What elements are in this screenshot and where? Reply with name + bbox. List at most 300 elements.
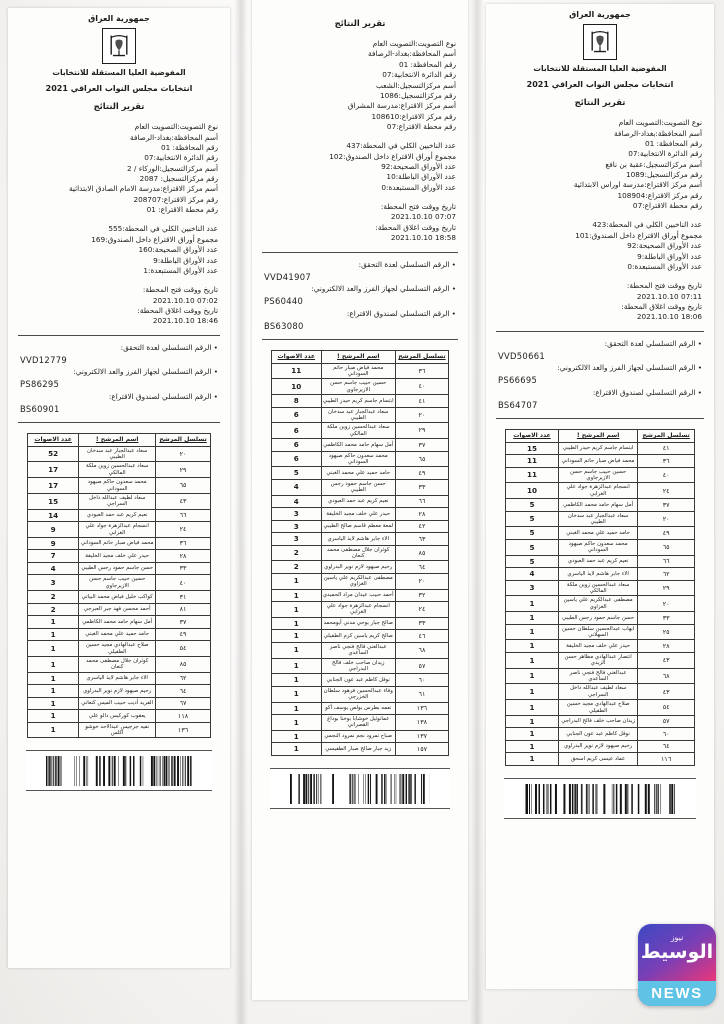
candidate-name: نعيم كريم عبد حمد العبودي xyxy=(321,495,395,508)
table-row xyxy=(272,715,449,731)
candidate-sequence: ٢٠ xyxy=(638,596,695,612)
registration-center-name-field: أسم مركزالتسجيل:عقبة بن نافع xyxy=(605,159,702,169)
divider xyxy=(496,418,704,419)
candidate-name: أمل سهام حامد محمد الكاظمي xyxy=(558,499,637,512)
candidate-votes: 1 xyxy=(272,674,322,687)
candidate-name: الاء جابر هاشم لايذ الياسري xyxy=(79,672,156,685)
polling-center-name-field: أسم مركز الاقتراع:مدرسة المشراق xyxy=(347,101,456,111)
registration-center-number-field: رقم مركزالتسجيل:1086 xyxy=(379,90,456,100)
table-row xyxy=(28,562,211,575)
scan-seam xyxy=(470,0,484,1024)
registration-center-name-field: أسم مركزالتسجيل:الوركاء / 2 xyxy=(126,163,218,173)
table-row xyxy=(506,652,695,668)
candidate-sequence: ٦٤ xyxy=(395,561,448,574)
candidate-name: نعمه بطرس بولص يوسف أكو xyxy=(321,702,395,715)
candidate-name: مصطفى عبدالكريم علي ياسين الغزاوي xyxy=(321,573,395,589)
candidate-votes: 1 xyxy=(272,743,322,756)
candidate-votes: 1 xyxy=(272,617,322,630)
ballots-in-box-field: مجموع أوراق الاقتراع داخل الصندوق:102 xyxy=(329,151,456,161)
candidate-votes: 17 xyxy=(28,478,79,494)
serial-numbers xyxy=(20,343,218,416)
election-name: انتخابات مجلس النواب العراقي 2021 xyxy=(45,83,193,93)
candidate-name: صلاح عبدالهادي مجيد حسين الطفيلي xyxy=(558,700,637,716)
invalid-ballots-field: عدد الأوراق الباطلة:10 xyxy=(386,172,456,182)
candidate-name: محمد فياض صبار حاتم السوداني xyxy=(79,537,156,550)
divider xyxy=(262,339,458,340)
table-row xyxy=(272,602,449,618)
candidate-votes: 1 xyxy=(28,722,79,738)
candidate-sequence: ٣٧ xyxy=(638,499,695,512)
table-row xyxy=(272,495,449,508)
table-row xyxy=(272,395,449,408)
table-row xyxy=(28,462,211,478)
candidate-name: ابتسام جاسم كريم حيدر الطيبي xyxy=(558,442,637,455)
slip-header xyxy=(496,10,704,108)
close-time-value: 2021.10.10 18:58 xyxy=(390,233,456,243)
candidate-name: الفريد أديب حبيب الميس كنعاني xyxy=(79,697,156,710)
column-header-votes: عدد الاصوات xyxy=(506,430,559,442)
table-row xyxy=(506,640,695,653)
candidate-votes: 1 xyxy=(272,730,322,743)
table-row xyxy=(28,603,211,616)
counting-device-serial-label: • الرقم التسلسلي لجهاز الفرز والعد الالكتروني: xyxy=(311,284,456,294)
candidate-votes: 1 xyxy=(506,740,559,753)
ballot-statistics xyxy=(498,220,702,272)
counting-device-serial-value: PS66695 xyxy=(498,375,538,386)
table-row xyxy=(272,520,449,533)
table-row xyxy=(28,628,211,641)
table-row xyxy=(28,641,211,657)
candidate-name: يعقوب كوركيس دالو علي xyxy=(79,710,156,723)
column-header-votes: عدد الاصوات xyxy=(272,351,322,363)
excluded-ballots-field: عدد الأوراق المستبعدة:0 xyxy=(627,261,702,271)
candidate-sequence: ٣٣ xyxy=(156,562,211,575)
candidate-sequence: ١٣٦ xyxy=(156,722,211,738)
candidate-name: حامد حميد علي محمد الغبني xyxy=(321,467,395,480)
candidate-name: سعاد عبدالحسين زوين ملكة المالكي xyxy=(321,423,395,439)
table-row xyxy=(272,630,449,643)
polling-center-number-field: رقم مركز الاقتراع:108610 xyxy=(371,111,456,121)
candidate-votes: 9 xyxy=(28,537,79,550)
excluded-ballots-field: عدد الأوراق المستبعدة:1 xyxy=(143,265,218,275)
candidate-sequence: ٢٤ xyxy=(156,522,211,538)
column-header-votes: عدد الاصوات xyxy=(28,434,79,446)
candidate-sequence: ٦٥ xyxy=(395,451,448,467)
commission-name: المفوضية العليا المستقلة للانتخابات xyxy=(533,63,667,73)
valid-ballots-field: عدد الأوراق الصحيحة:92 xyxy=(627,241,702,251)
candidate-votes: 11 xyxy=(272,363,322,379)
verify-kit-serial-label: • الرقم التسلسلي لعدة التحقق: xyxy=(358,259,456,269)
open-time-label: تاريخ ووقت فتح المحطة: xyxy=(142,285,218,295)
table-row xyxy=(272,589,449,602)
candidate-name: سعاد عبدالجبار عبد سدخان الطيبي xyxy=(321,407,395,423)
governorate-name-field: أسم المحافظة:بغداد-الرصافة xyxy=(130,132,218,142)
candidate-name: حسين حبيب جاسم حسن الازيرجاوي xyxy=(79,575,156,591)
candidate-sequence: ٦٠ xyxy=(638,728,695,741)
candidate-sequence: ٢٨ xyxy=(395,508,448,521)
table-row xyxy=(506,539,695,555)
candidate-votes: 6 xyxy=(272,451,322,467)
candidate-votes: 1 xyxy=(272,715,322,731)
candidate-name: حسن جاسم حمود رجس الطيبي xyxy=(79,562,156,575)
candidate-votes: 1 xyxy=(272,602,322,618)
verify-kit-serial-label: • الرقم التسلسلي لعدة التحقق: xyxy=(120,342,218,352)
candidate-sequence: ٦٣ xyxy=(395,533,448,546)
column-header-name: اسم المرشح ! xyxy=(321,351,395,363)
table-header-row xyxy=(506,430,695,442)
candidate-votes: 1 xyxy=(506,640,559,653)
candidate-votes: 1 xyxy=(506,624,559,640)
candidate-sequence: ٣١ xyxy=(156,591,211,604)
table-row xyxy=(272,686,449,702)
watermark-logo xyxy=(638,924,716,1006)
table-row xyxy=(506,568,695,581)
candidate-name: محمد سعدون حاكم صيهود السوداني xyxy=(558,539,637,555)
candidate-name: صالح كريم ياسين كرم الطفيلي xyxy=(321,630,395,643)
candidate-sequence: ٢٨ xyxy=(156,550,211,563)
election-name: انتخابات مجلس النواب العراقي 2021 xyxy=(526,79,674,89)
candidate-sequence: ٤٠ xyxy=(638,467,695,483)
valid-ballots-field: عدد الأوراق الصحيحة:160 xyxy=(138,245,218,255)
candidate-name: حسن جاسم حمود رجس الطيبي xyxy=(558,612,637,625)
table-row xyxy=(506,715,695,728)
candidate-name: ابتسام جاسم كريم حيدر الطيبي xyxy=(321,395,395,408)
candidate-votes: 1 xyxy=(506,612,559,625)
candidate-name: رحيم صيهود لازم نوير البدراوي xyxy=(558,740,637,753)
table-row xyxy=(272,702,449,715)
candidate-sequence: ٢٥ xyxy=(638,624,695,640)
table-row xyxy=(506,580,695,596)
candidate-votes: 5 xyxy=(506,527,559,540)
candidate-name: محمد فياض صبار حاتم السوداني xyxy=(558,455,637,468)
table-row xyxy=(272,658,449,674)
barcode-graphic xyxy=(290,774,430,804)
total-voters-field: عدد الناخبين الكلي في المحطة:423 xyxy=(592,220,702,230)
candidate-sequence: ٣٣ xyxy=(395,479,448,495)
candidate-votes: 5 xyxy=(506,499,559,512)
counting-device-serial-value: PS60440 xyxy=(264,296,304,307)
candidate-votes: 14 xyxy=(28,509,79,522)
result-slip-left xyxy=(8,8,230,968)
candidate-name: سعاد عبدالجبار عبد سدخان الطيبي xyxy=(79,446,156,462)
candidate-sequence: ٨١ xyxy=(156,603,211,616)
table-row xyxy=(272,508,449,521)
open-time-value: 2021.10.10 07:11 xyxy=(636,291,702,301)
candidate-votes: 1 xyxy=(28,672,79,685)
candidate-votes: 1 xyxy=(28,710,79,723)
candidate-name: الاء جابر هاشم لايذ الياسري xyxy=(558,568,637,581)
column-header-name: اسم المرشح ! xyxy=(79,434,156,446)
table-row xyxy=(28,446,211,462)
table-row xyxy=(28,537,211,550)
table-row xyxy=(272,467,449,480)
candidate-sequence: ٢٠ xyxy=(156,446,211,462)
candidate-name: أحمد محسن فهد جبر العبرجي xyxy=(79,603,156,616)
electoral-district-field: رقم الدائرة الانتخابية:07 xyxy=(628,149,702,159)
candidate-name: نوفل كاظم عبد عون الجنابي xyxy=(558,728,637,741)
ballots-in-box-field: مجموع أوراق الاقتراع داخل الصندوق:169 xyxy=(91,234,218,244)
candidate-votes: 10 xyxy=(506,483,559,499)
candidate-name: حامد حميد علي محمد الغبني xyxy=(558,527,637,540)
candidate-name: زيد جبار صالح صبار الطفيسي xyxy=(321,743,395,756)
candidate-votes: 1 xyxy=(506,728,559,741)
candidate-sequence: ٦٥ xyxy=(638,539,695,555)
table-row xyxy=(506,624,695,640)
open-time-value: 2021.10.10 07:07 xyxy=(390,212,456,222)
candidate-votes: 8 xyxy=(272,395,322,408)
candidate-sequence: ٢٠ xyxy=(638,511,695,527)
divider xyxy=(18,335,220,336)
counting-device-serial-value: PS86295 xyxy=(20,379,60,390)
candidate-sequence: ٣٧ xyxy=(156,616,211,629)
candidate-name: نوفل كاظم عبد عون الجنابي xyxy=(321,674,395,687)
counting-device-serial-label: • الرقم التسلسلي لجهاز الفرز والعد الالكتروني: xyxy=(73,367,218,377)
candidate-name: كوثران جلال مصطفى محمد كنعان xyxy=(321,545,395,561)
candidate-votes: 2 xyxy=(28,591,79,604)
candidate-votes: 1 xyxy=(272,642,322,658)
report-title: تقرير النتائج xyxy=(334,18,386,28)
candidate-name: حسن جاسم حمود رجس الطيبي xyxy=(321,479,395,495)
barcode-graphic xyxy=(525,784,675,814)
barcode xyxy=(504,778,696,819)
candidate-votes: 1 xyxy=(506,753,559,766)
vote-type-field: نوع التصويت:التصويت العام xyxy=(618,118,702,128)
table-row xyxy=(272,479,449,495)
candidate-sequence: ٣٦ xyxy=(156,537,211,550)
candidate-name: حسين حبيب جاسم حسن الازيرجاوي xyxy=(321,379,395,395)
candidate-sequence: ٤٣ xyxy=(638,684,695,700)
candidate-name: انسجام عبدالزهرة جواد علي الغرابي xyxy=(321,602,395,618)
candidate-sequence: ٨٥ xyxy=(395,545,448,561)
candidate-votes: 5 xyxy=(506,539,559,555)
registration-center-number-field: رقم مركزالتسجيل: 2087 xyxy=(139,174,218,183)
candidate-sequence: ٣٣ xyxy=(638,612,695,625)
slip-header xyxy=(262,6,458,29)
column-header-sequence: تسلسل المرشح xyxy=(638,430,695,442)
results-table-body xyxy=(272,363,449,755)
candidate-sequence: ٤٢ xyxy=(395,520,448,533)
candidate-name: حيدر علي خلف مجيد الخليفة xyxy=(558,640,637,653)
barcode-graphic xyxy=(46,756,191,786)
polling-center-name-field: أسم مركز الاقتراع:مدرسة اوراس الابتدائية xyxy=(573,180,702,190)
candidate-votes: 5 xyxy=(272,467,322,480)
vote-type-field: نوع التصويت:التصويت العام xyxy=(372,39,456,49)
country-name: جمهورية العراق xyxy=(569,10,631,19)
iraq-emblem-icon xyxy=(583,24,617,60)
candidate-sequence: ٢٨ xyxy=(638,640,695,653)
table-row xyxy=(272,561,449,574)
candidate-sequence: ٤٩ xyxy=(395,467,448,480)
table-row xyxy=(272,363,449,379)
registration-center-name-field: أسم مركزالتسجيل:الشعب xyxy=(375,80,456,90)
candidate-votes: 1 xyxy=(28,641,79,657)
candidate-sequence: ٢٤ xyxy=(638,483,695,499)
candidate-name: كوثران جلال مصطفى محمد كنعان xyxy=(79,656,156,672)
candidate-votes: 1 xyxy=(28,628,79,641)
candidate-votes: 4 xyxy=(272,495,322,508)
counting-device-serial-label: • الرقم التسلسلي لجهاز الفرز والعد الالكتروني: xyxy=(557,363,702,373)
ballot-box-serial-label: • الرقم التسلسلي لصندوق الاقتراع: xyxy=(592,387,702,397)
electoral-district-field: رقم الدائرة الانتخابية:07 xyxy=(144,153,218,163)
candidate-name: انسجام عبدالزهرة جواد علي الغرابي xyxy=(558,483,637,499)
candidate-name: عبدالغني فالح فنجي ناصر الساعدي xyxy=(321,642,395,658)
candidate-votes: 1 xyxy=(506,652,559,668)
candidate-name: أمل سهام حامد محمد الكاظمي xyxy=(79,616,156,629)
table-row xyxy=(506,700,695,716)
total-voters-field: عدد الناخبين الكلي في المحطة:555 xyxy=(108,224,218,234)
candidate-name: ايهاب عبدالحسين سلطان حسين السهلاني xyxy=(558,624,637,640)
table-row xyxy=(28,616,211,629)
table-row xyxy=(506,483,695,499)
scan-seam xyxy=(234,0,248,1024)
station-metadata xyxy=(20,122,218,215)
table-row xyxy=(506,467,695,483)
iraq-emblem-icon xyxy=(102,28,136,64)
candidate-sequence: ٦٦ xyxy=(395,495,448,508)
result-slip-center xyxy=(252,0,468,1000)
candidate-sequence: ٦٦ xyxy=(156,509,211,522)
open-time-label: تاريخ ووقت فتح المحطة: xyxy=(626,281,702,291)
candidate-votes: 6 xyxy=(272,407,322,423)
candidate-votes: 1 xyxy=(28,685,79,698)
candidate-name: أمل سهام حامد محمد الكاظمي xyxy=(321,439,395,452)
candidate-sequence: ٤٦ xyxy=(395,630,448,643)
candidate-name: محمد سعدون حاكم صيهود السوداني xyxy=(79,478,156,494)
table-row xyxy=(28,522,211,538)
candidate-votes: 2 xyxy=(28,603,79,616)
candidate-sequence: ٥٧ xyxy=(638,715,695,728)
candidate-sequence: ٦٤ xyxy=(638,740,695,753)
candidate-votes: 1 xyxy=(272,702,322,715)
ballots-in-box-field: مجموع أوراق الاقتراع داخل الصندوق:101 xyxy=(575,230,702,240)
candidate-votes: 3 xyxy=(272,533,322,546)
candidate-sequence: ٢٩ xyxy=(395,423,448,439)
candidate-votes: 1 xyxy=(28,656,79,672)
table-row xyxy=(506,684,695,700)
candidate-sequence: ٤١ xyxy=(638,442,695,455)
polling-center-name-field: أسم مركز الاقتراع:مدرسة الامام الصادق الابتدائية xyxy=(68,184,218,194)
results-table-body xyxy=(28,446,211,738)
report-title: تقرير النتائج xyxy=(93,101,145,112)
column-header-name: اسم المرشح ! xyxy=(558,430,637,442)
candidate-sequence: ٤٠ xyxy=(156,575,211,591)
candidate-name: صباح نمرود نجم نمرود النجمي xyxy=(321,730,395,743)
candidate-votes: 1 xyxy=(28,697,79,710)
candidate-name: عبدالغني فالح فنجي ناصر الساعدي xyxy=(558,668,637,684)
invalid-ballots-field: عدد الأوراق الباطلة:9 xyxy=(637,251,702,261)
table-row xyxy=(272,407,449,423)
candidate-sequence: ٤٩ xyxy=(638,527,695,540)
candidate-name: سعاد عبدالحسين زوين ملكة المالكي xyxy=(79,462,156,478)
table-row xyxy=(272,379,449,395)
candidate-name: سعاد عبدالحسين زوين ملكة المالكي xyxy=(558,580,637,596)
table-row xyxy=(272,533,449,546)
table-header-row xyxy=(28,434,211,446)
governorate-number-field: رقم المحافظة: 01 xyxy=(398,59,456,69)
table-row xyxy=(272,451,449,467)
candidate-name: محمد سعدون حاكم صيهود السوداني xyxy=(321,451,395,467)
candidate-sequence: ٣٦ xyxy=(395,363,448,379)
close-time-label: تاريخ ووقت اغلاق المحطة: xyxy=(375,222,456,232)
table-row xyxy=(506,740,695,753)
table-row xyxy=(28,697,211,710)
table-row xyxy=(506,527,695,540)
barcode xyxy=(26,750,212,791)
candidate-name: حيدر علي خلف مجيد الخليفة xyxy=(79,550,156,563)
candidate-sequence: ٤٩ xyxy=(156,628,211,641)
vote-type-field: نوع التصويت:التصويت العام xyxy=(134,122,218,132)
electoral-district-field: رقم الدائرة الانتخابية:07 xyxy=(382,70,456,80)
candidate-name: مصطفى عبدالكريم علي ياسين الغزاوي xyxy=(558,596,637,612)
candidate-name: حامد حميد علي محمد الغبني xyxy=(79,628,156,641)
candidate-votes: 3 xyxy=(272,508,322,521)
candidate-votes: 6 xyxy=(272,423,322,439)
candidate-name: زيدان صاحب خلف فالح البدراجي xyxy=(558,715,637,728)
candidate-sequence: ٢٠ xyxy=(395,573,448,589)
candidate-name: انسجام عبدالزهرة جواد علي الغرابي xyxy=(79,522,156,538)
watermark-band xyxy=(638,981,716,1006)
table-row xyxy=(28,685,211,698)
candidate-name: نفيه جرجيس عبدالاحد خوشو اكلس xyxy=(79,722,156,738)
report-title: تقرير النتائج xyxy=(574,97,626,108)
candidate-sequence: ١٣٧ xyxy=(395,730,448,743)
verify-kit-serial-label: • الرقم التسلسلي لعدة التحقق: xyxy=(604,338,702,348)
table-row xyxy=(506,596,695,612)
candidate-sequence: ١٥٧ xyxy=(395,743,448,756)
polling-station-number-field: رقم محطة الاقتراع: 01 xyxy=(146,205,218,215)
divider xyxy=(18,422,220,423)
candidate-votes: 15 xyxy=(506,442,559,455)
candidate-name: نعيم كريم عبد حمد العبودي xyxy=(79,509,156,522)
candidate-sequence: ١١٦ xyxy=(638,753,695,766)
candidate-votes: 4 xyxy=(28,562,79,575)
candidate-name: صلاح عبدالهادي مجيد حسين الطفيلي xyxy=(79,641,156,657)
table-row xyxy=(272,423,449,439)
candidate-votes: 2 xyxy=(272,545,322,561)
table-row xyxy=(28,591,211,604)
candidate-votes: 3 xyxy=(272,520,322,533)
ballot-statistics xyxy=(20,224,218,276)
column-header-sequence: تسلسل المرشح xyxy=(395,351,448,363)
candidate-sequence: ٦٨ xyxy=(395,642,448,658)
candidate-votes: 1 xyxy=(272,686,322,702)
candidate-votes: 2 xyxy=(272,561,322,574)
slip-header xyxy=(18,14,220,112)
candidate-name: سعاد لطيف عبدالله داخل السراجي xyxy=(79,493,156,509)
divider xyxy=(496,331,704,332)
candidate-name: كواكب خليل فياض محمد البياتي xyxy=(79,591,156,604)
candidate-sequence: ٦١ xyxy=(395,686,448,702)
table-row xyxy=(28,509,211,522)
polling-center-number-field: رقم مركز الاقتراع:208707 xyxy=(133,194,218,204)
station-times xyxy=(264,202,456,243)
table-row xyxy=(506,668,695,684)
table-row xyxy=(272,439,449,452)
results-table xyxy=(505,429,695,766)
candidate-sequence: ٣٢ xyxy=(395,589,448,602)
candidate-name: وفاء عبدالحسين فرهود سلطان الخزرجي xyxy=(321,686,395,702)
serial-numbers xyxy=(498,339,702,412)
ballot-box-serial-value: BS64707 xyxy=(498,399,538,410)
candidate-sequence: ٦٥ xyxy=(156,478,211,494)
ballot-box-serial-value: BS63080 xyxy=(264,320,304,331)
candidate-votes: 11 xyxy=(506,467,559,483)
commission-name: المفوضية العليا المستقلة للانتخابات xyxy=(52,67,186,77)
results-table xyxy=(27,433,211,738)
candidate-sequence: ٥٤ xyxy=(156,641,211,657)
candidate-sequence: ٣٧ xyxy=(395,439,448,452)
candidate-sequence: ٤١ xyxy=(395,395,448,408)
